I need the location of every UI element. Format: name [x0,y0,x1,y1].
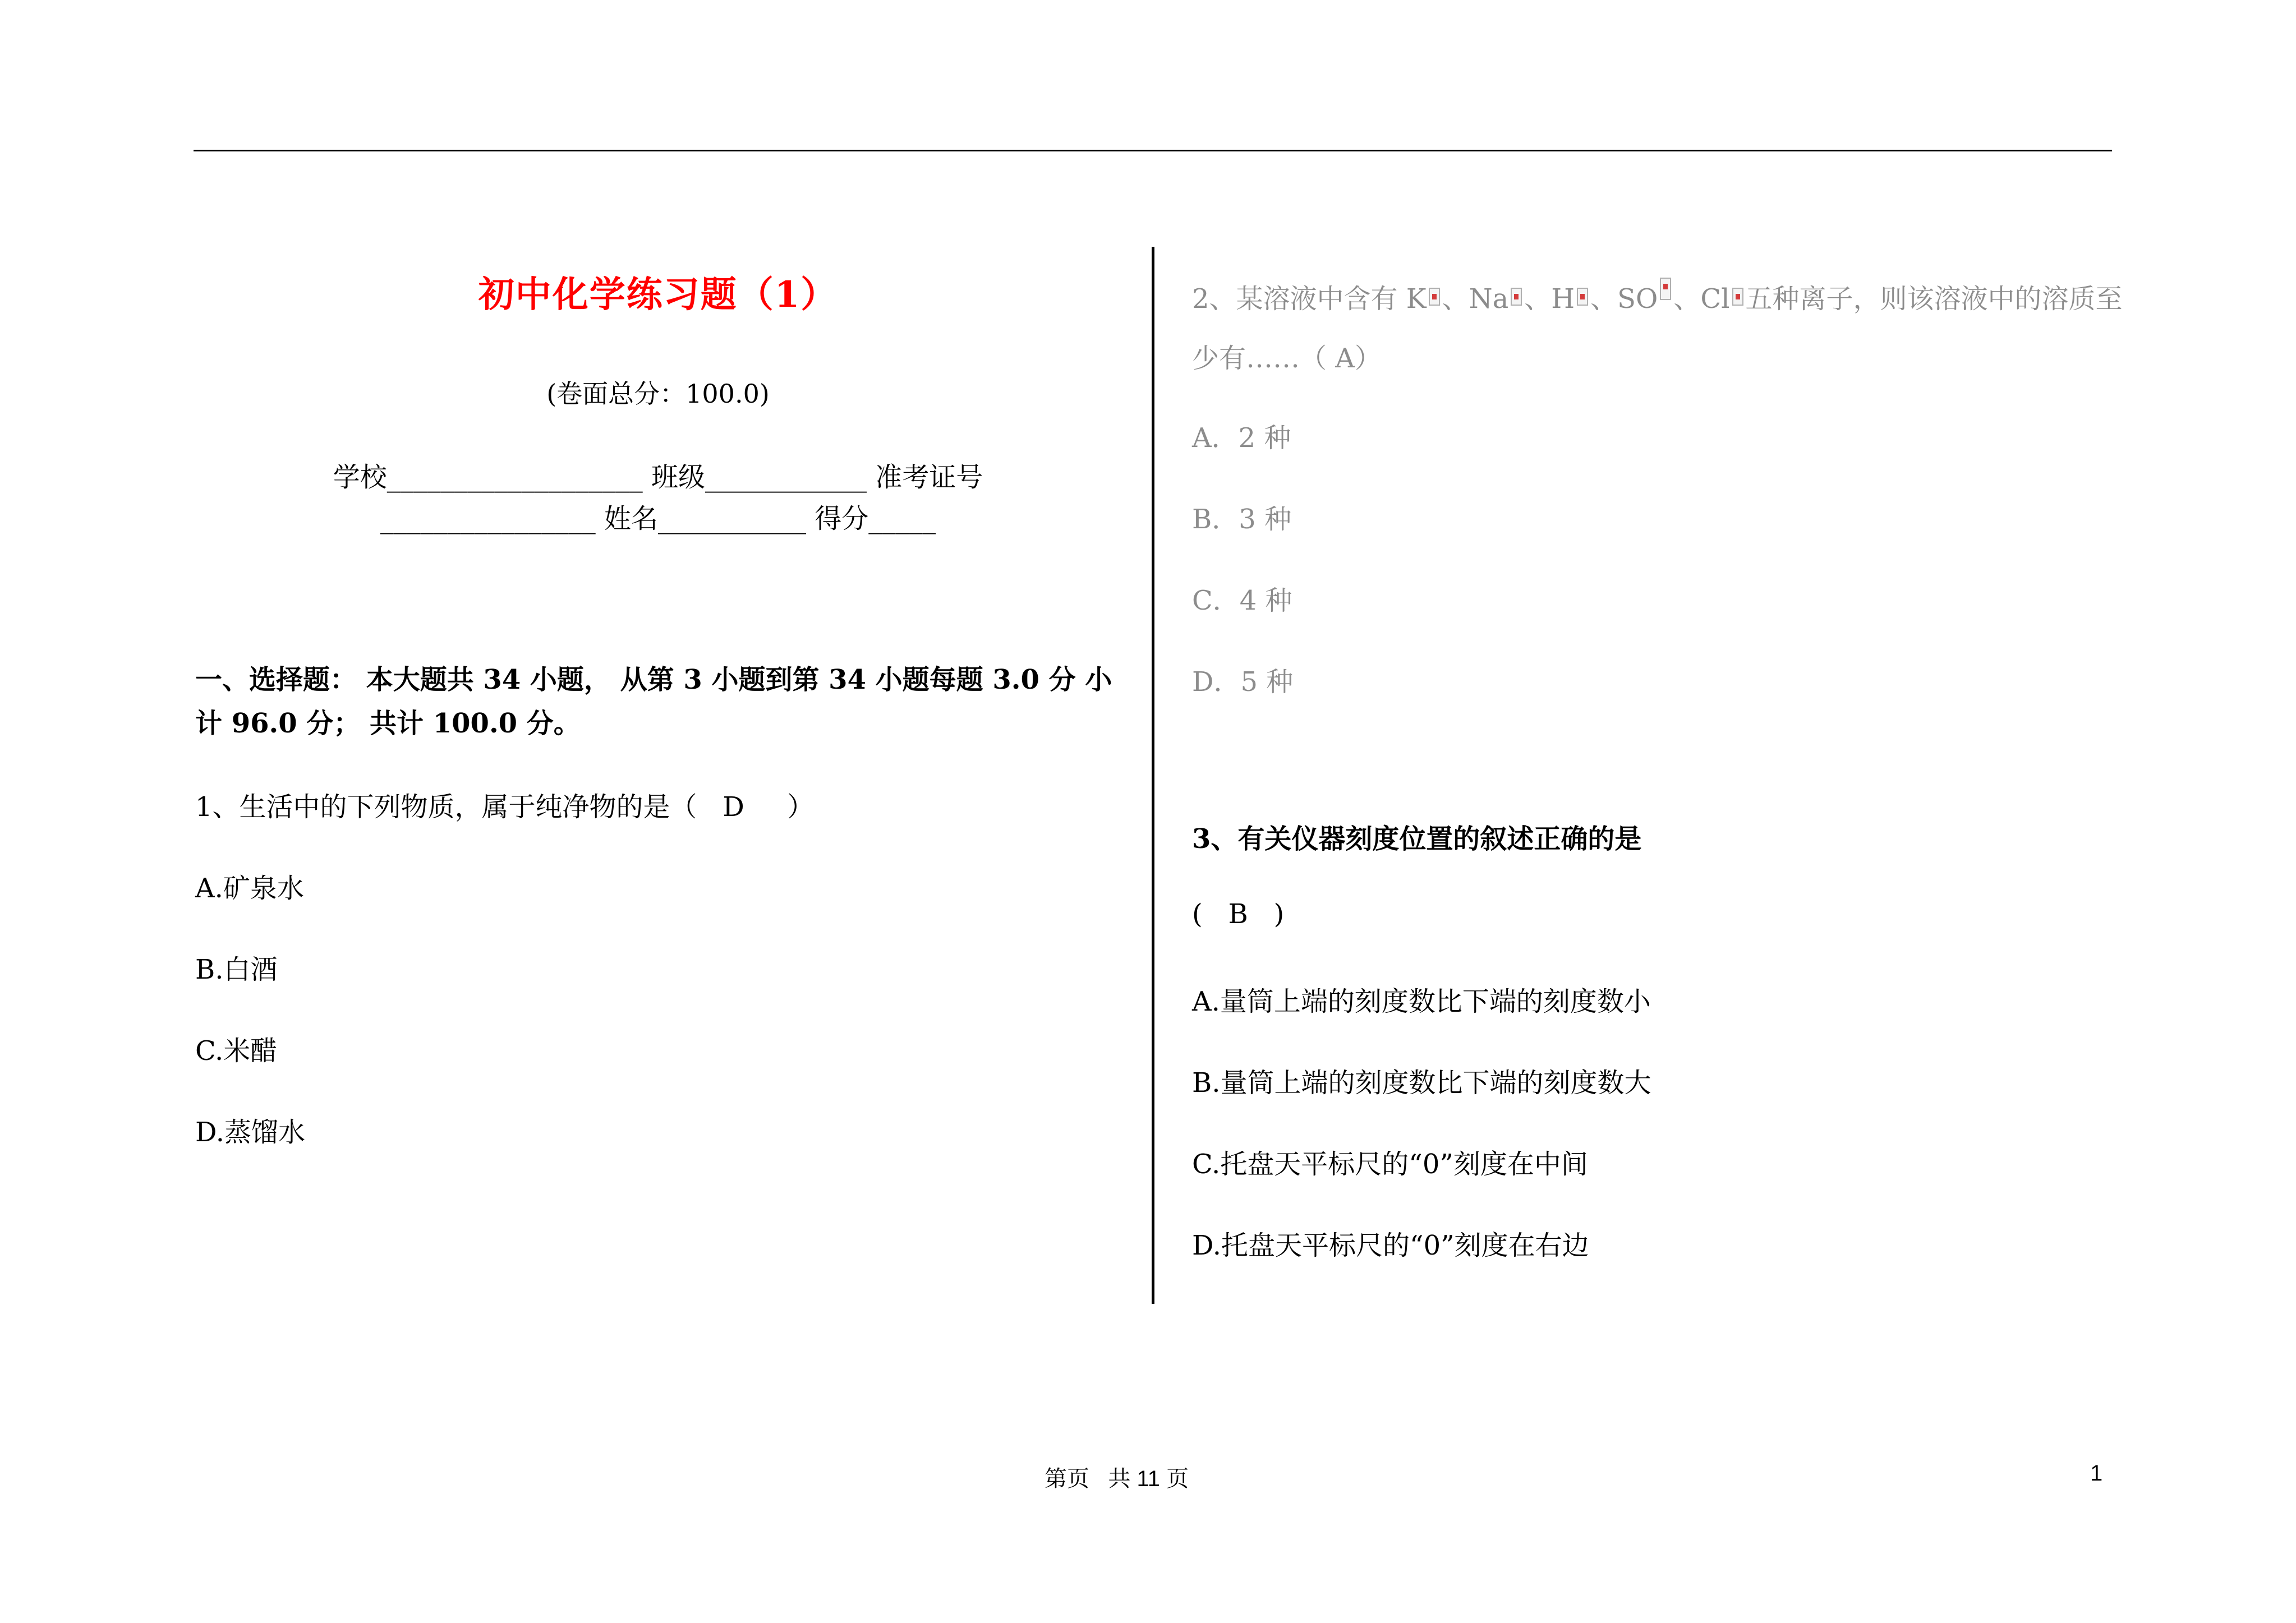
column-divider [1152,247,1154,1304]
question-1-option-c: C.米醋 [195,1035,278,1067]
page-number: 1 [2090,1461,2103,1486]
question-3-option-d: D.托盘天平标尺的“0”刻度在右边 [1192,1230,1589,1261]
page-footer-label: 第页 共 11 页 [1045,1467,1189,1491]
question-1-option-b: B.白酒 [195,954,278,985]
total-score: (卷面总分：100.0) [546,379,770,409]
question-2-stem-part: 、Cl [1673,283,1730,315]
question-3-answer: ( B ) [1192,898,1285,930]
question-3-option-a: A.量筒上端的刻度数比下端的刻度数小 [1192,986,1651,1017]
question-2-option-b: B．3 种 [1192,504,1292,535]
question-2-stem-part: 、Na [1442,283,1509,315]
question-3-option-c: C.托盘天平标尺的“0”刻度在中间 [1192,1149,1588,1180]
question-2-option-a: A．2 种 [1192,422,1291,454]
broken-image-icon [1732,288,1743,306]
question-2-stem-part: 2、某溶液中含有 K [1192,283,1427,315]
header-rule [194,150,2112,151]
question-2-option-d: D．5 种 [1192,666,1294,698]
broken-image-icon [1660,278,1671,300]
page-title: 初中化学练习题（1） [478,274,838,316]
question-1-stem: 1、生活中的下列物质，属于纯净物的是（ D ） [195,791,815,823]
broken-image-icon [1429,288,1440,306]
question-2-stem-part: 、SO [1590,283,1658,315]
question-2-stem-part: 、H [1524,283,1575,315]
question-2-stem [1192,269,2123,388]
question-3-option-b: B.量筒上端的刻度数比下端的刻度数大 [1192,1067,1651,1099]
broken-image-icon [1577,288,1588,306]
question-2-stem-part: 五种离子，则该溶液中的溶质至少有……（ A） [1192,283,2123,374]
question-2-option-c: C．4 种 [1192,585,1292,616]
student-info-line-2: ________________ 姓名___________ 得分_____ [380,503,936,534]
question-1-option-a: A.矿泉水 [195,873,304,904]
student-info-line-1: 学校___________________ 班级____________ 准考证号 [333,462,983,493]
broken-image-icon [1511,288,1522,306]
question-3-stem: 3、有关仪器刻度位置的叙述正确的是 [1192,823,1642,855]
section-heading: 一、选择题： 本大题共 34 小题， 从第 3 小题到第 34 小题每题 3.0 分 小计 96.0 分； 共计 100.0 分。 [195,664,1112,739]
question-1-option-d: D.蒸馏水 [195,1117,306,1148]
